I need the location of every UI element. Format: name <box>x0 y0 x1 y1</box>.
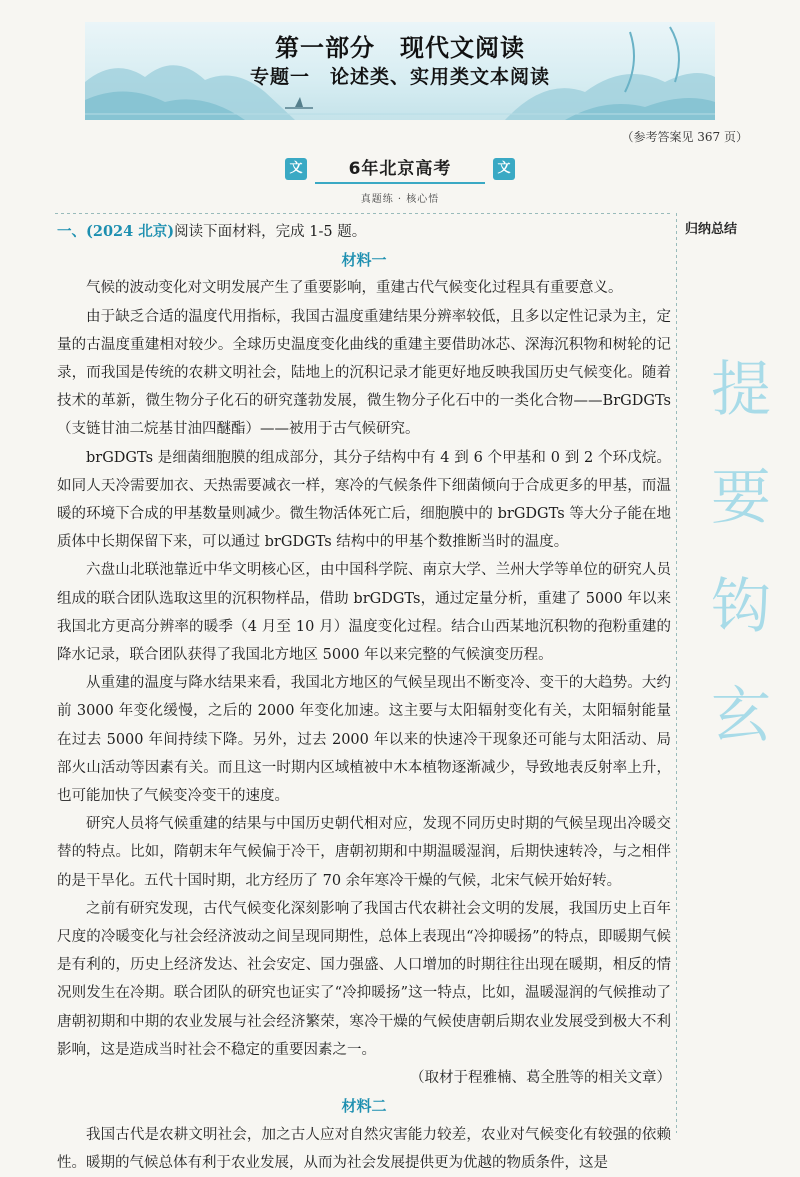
paragraph: 六盘山北联池靠近中华文明核心区，由中国科学院、南京大学、兰州大学等单位的研究人员组成的联合团队选取这里的沉积物样品，借助 brGDGTs，通过定量分析，重建了 5000 年以来我国北方更高分辨率的暖季（4 月至 10 月）温度变化过程。结合山西某地沉积物的孢粉重建的降水记录，联合团队获得了我国北方地区 5000 年以来完整的气候演变历程。 <box>57 562 671 664</box>
material-one-source: （取材于程雅楠、葛全胜等的相关文章） <box>410 1070 671 1087</box>
material-one-title: 材料一 <box>341 251 387 270</box>
question-instruction: 阅读下面材料，完成 1-5 题。 <box>174 224 367 240</box>
paragraph: 气候的波动变化对文明发展产生了重要影响，重建古代气候变化过程具有重要意义。 <box>86 280 623 297</box>
paragraph: 由于缺乏合适的温度代用指标，我国古温度重建结果分辨率较低，且多以定性记录为主，定量的古温度重建相对较少。全球历史温度变化曲线的重建主要借助冰芯、深海沉积物和树轮的记录，而我国是传统的农耕文明社会，陆地上的沉积记录才能更好地反映我国历史气候变化。随着技术的革新，微生物分子化石的研究蓬勃发展，微生物分子化石中的一类化合物——BrGDGTs（支链甘油二烷基甘油四醚酯）——被用于古气候研究。 <box>57 308 671 438</box>
section-header <box>285 154 515 184</box>
paragraph: 从重建的温度与降水结果来看，我国北方地区的气候呈现出不断变冷、变干的大趋势。大约前 3000 年变化缓慢，之后的 2000 年变化加速。这主要与太阳辐射变化有关，太阳辐射能量在过去 5000 年间持续下降。另外，过去 2000 年以来的快速冷干现象还可能与太阳活动、局部火山活动等因素有关。而且这一时期内区域植被中木本植物逐渐减少，导致地表反射率上升，也可能加快了气候变冷变干的速度。 <box>57 675 671 805</box>
wen-tag-left: 文 <box>285 158 307 180</box>
paragraph: 我国古代是农耕文明社会，加之古人应对自然灾害能力较差，农业对气候变化有较强的依赖性。暖期的气候总体有利于农业发展，从而为社会发展提供更为优越的物质条件，这是 <box>57 1126 671 1171</box>
part-title: 第一部分 现代文阅读 <box>275 34 525 62</box>
wen-tag-right: 文 <box>493 158 515 180</box>
paragraph: brGDGTs 是细菌细胞膜的组成部分，其分子结构中有 4 到 6 个甲基和 0 到 2 个环戊烷。如同人天冷需要加衣、天热需要减衣一样，寒冷的气候条件下细菌倾向于合成更多的甲基，而温暖的环境下合成的甲基数量则减少。微生物活体死亡后，细胞膜中的 brGDGTs 等大分子能在地质体中长期保留下来，可以通过 brGDGTs 结构中的甲基个数推断当时的温度。 <box>57 449 671 551</box>
question-line <box>57 218 671 246</box>
paragraph: 研究人员将气候重建的结果与中国历史朝代相对应，发现不同历史时期的气候呈现出冷暖交替的特点。比如，隋朝末年气候偏于冷干，唐朝初期和中期温暖湿润，后期快速转冷，与之相伴的是干旱化。五代十国时期，北方经历了 70 余年寒冷干燥的气候，北宋气候开始好转。 <box>57 816 671 889</box>
sidebar-divider <box>676 213 677 1133</box>
sidebar-char-1: 提 <box>711 355 771 425</box>
article-body <box>57 218 671 1177</box>
dashed-divider <box>55 213 673 214</box>
section-title: 6年北京高考 <box>315 154 485 184</box>
topic-title: 专题一 论述类、实用类文本阅读 <box>249 66 550 88</box>
material-two-title: 材料二 <box>341 1097 387 1116</box>
section-subtitle: 真题练 · 核心悟 <box>360 194 440 205</box>
sidebar-label: 归纳总结 <box>685 222 738 237</box>
sidebar-char-3: 钩 <box>711 572 771 642</box>
sidebar-char-4: 玄 <box>711 681 771 751</box>
paragraph: 之前有研究发现，古代气候变化深刻影响了我国古代农耕社会文明的发展，我国历史上百年尺度的冷暖变化与社会经济波动之间呈现同期性，总体上表现出“冷抑暖扬”的特点，即暖期气候是有利的，历史上经济发达、社会安定、国力强盛、人口增加的时期往往出现在暖期，相反的情况则发生在冷期。联合团队的研究也证实了“冷抑暖扬”这一特点，比如，温暖湿润的气候推动了唐朝初期和中期的农业发展与社会经济繁荣，寒冷干燥的气候使唐朝后期农业发展受到极大不利影响，这是造成当时社会不稳定的重要因素之一。 <box>57 900 671 1058</box>
question-number: 一、(2024 北京) <box>57 223 175 240</box>
answer-reference-note: （参考答案见 367 页） <box>621 130 748 144</box>
sidebar-char-2: 要 <box>711 463 771 533</box>
header-banner <box>85 22 715 120</box>
